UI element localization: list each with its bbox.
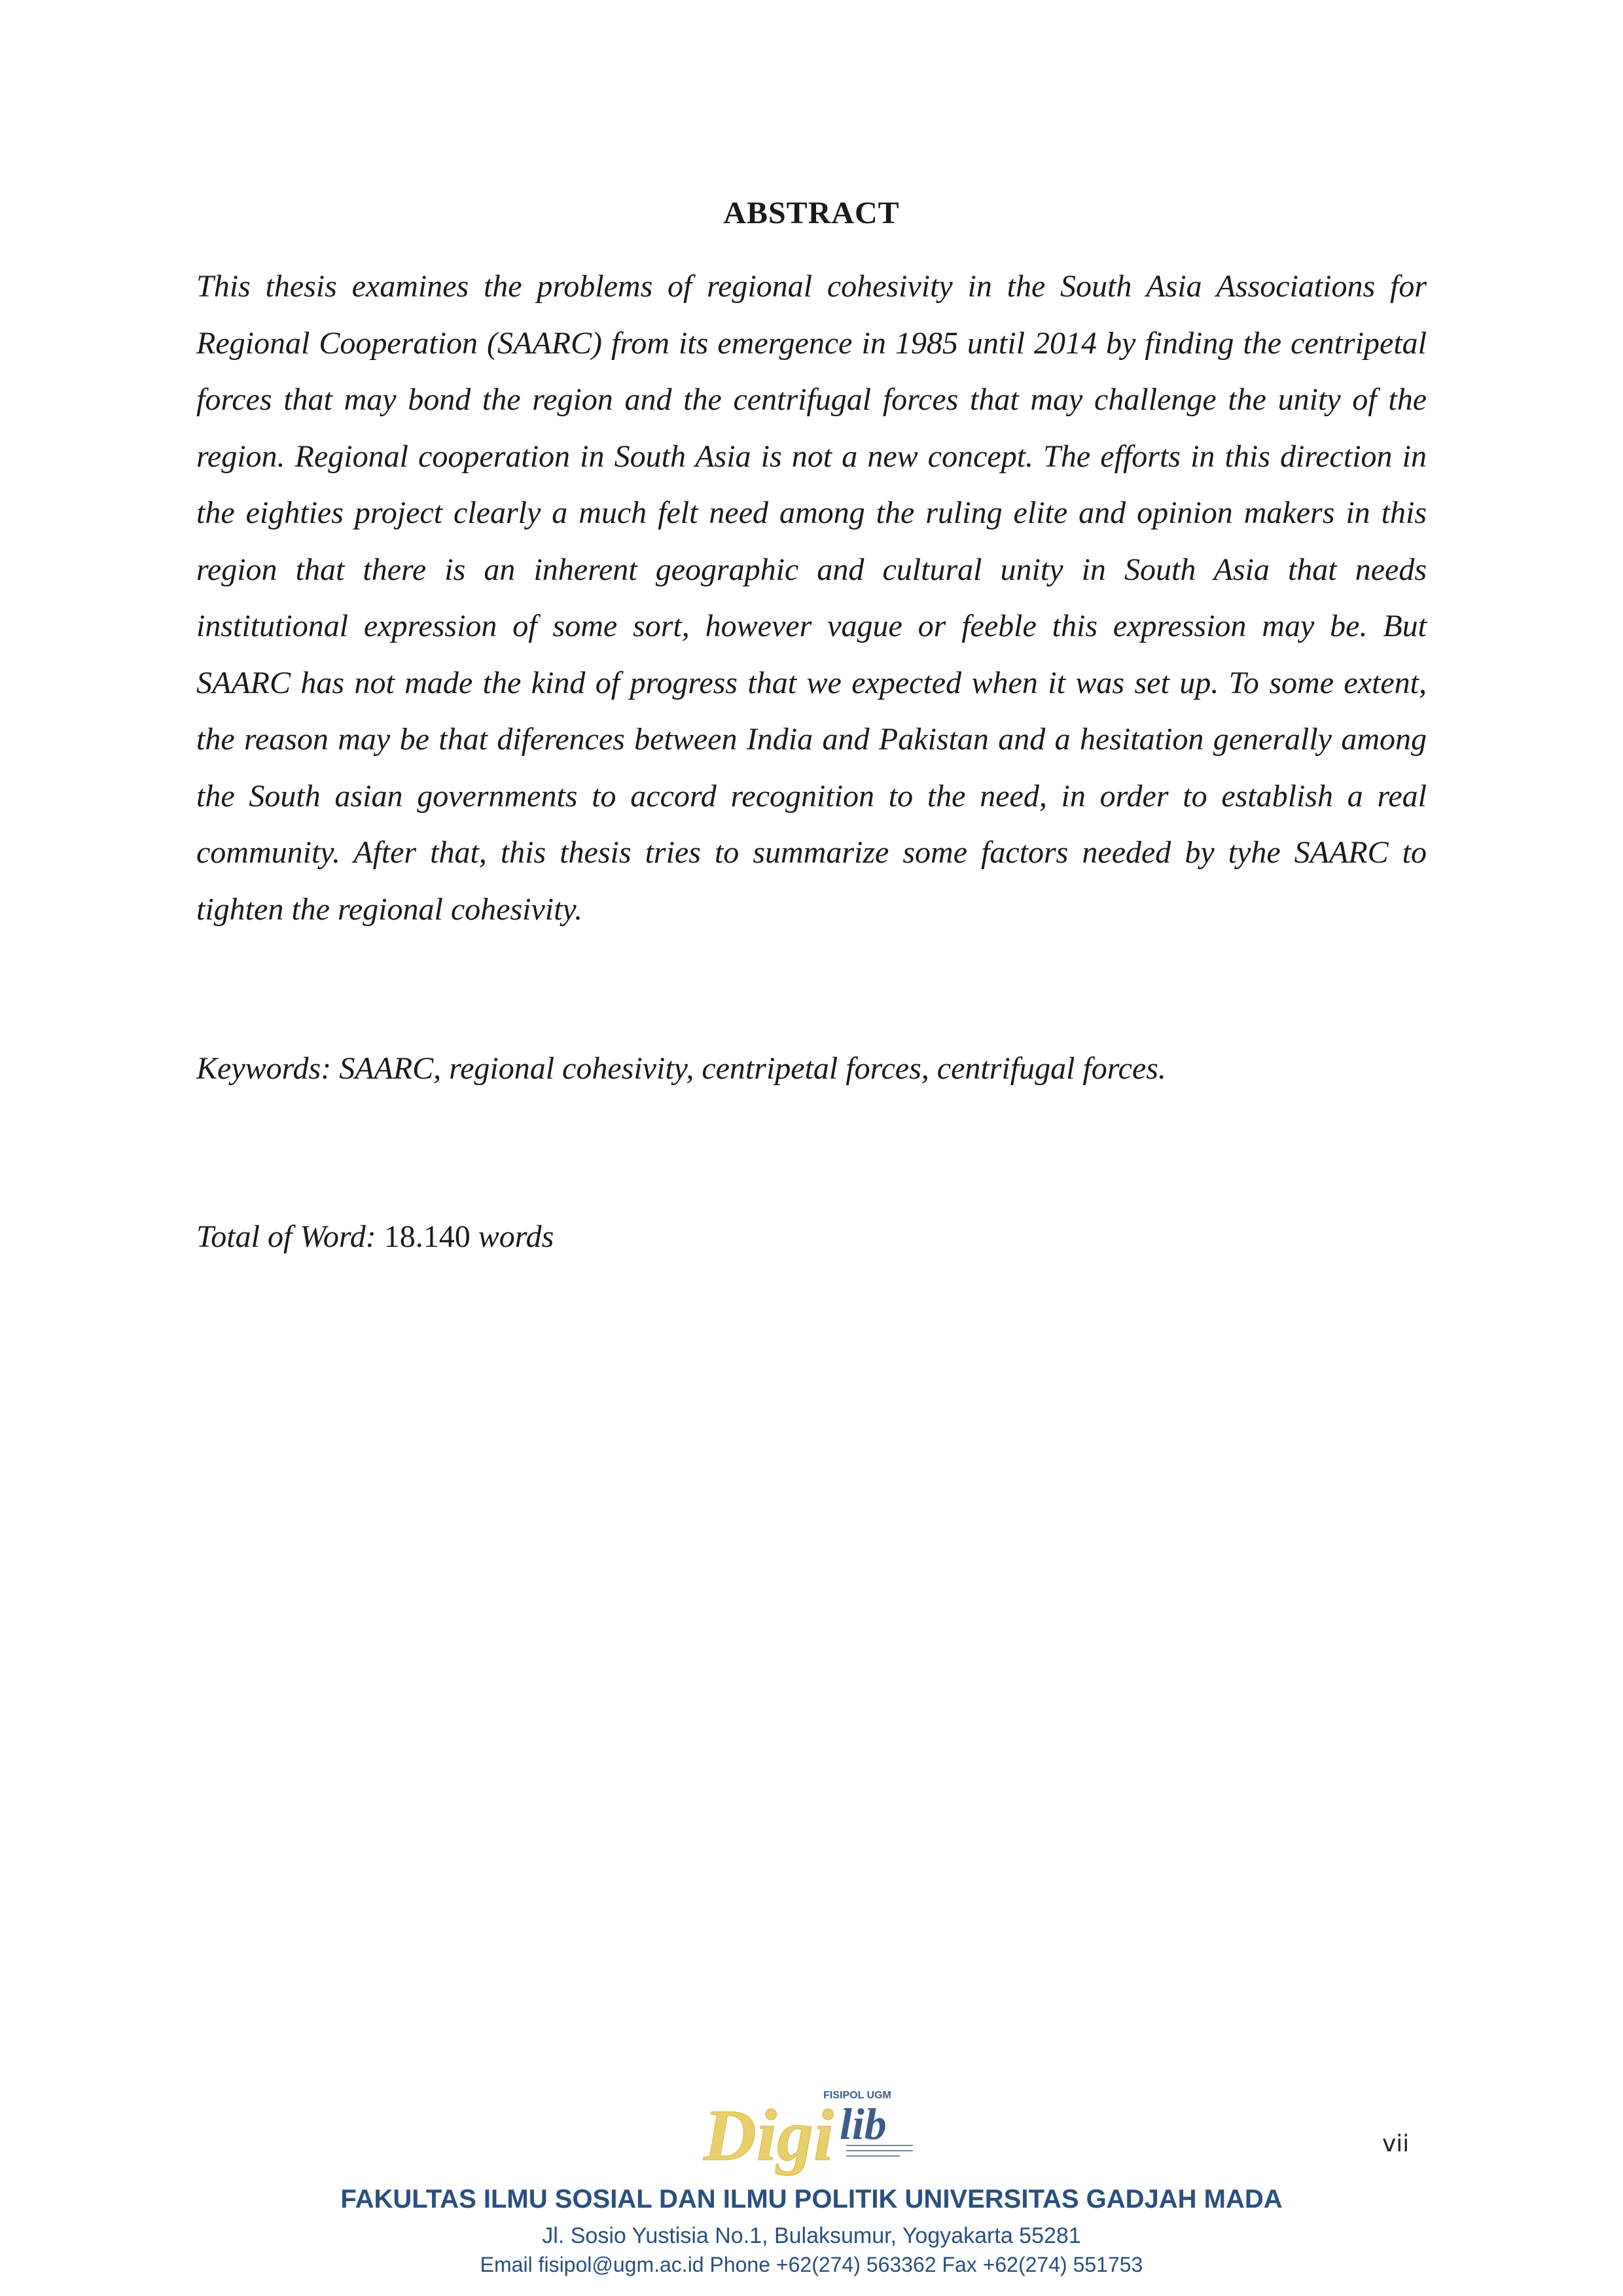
footer-address: Jl. Sosio Yustisia No.1, Bulaksumur, Yogyakarta 55281	[542, 2223, 1081, 2248]
digilib-logo	[697, 2080, 939, 2178]
logo-top-text: FISIPOL UGM	[823, 2090, 891, 2101]
page-number: vii	[1382, 2130, 1410, 2157]
logo-word-left: Digi	[704, 2095, 834, 2176]
word-count-label: Total of Word:	[196, 1219, 376, 1254]
footer-contact: Email fisipol@ugm.ac.id Phone +62(274) 563362 Fax +62(274) 551753	[480, 2253, 1143, 2276]
logo-word-right: lib	[840, 2099, 887, 2149]
footer-institution: FAKULTAS ILMU SOSIAL DAN ILMU POLITIK UNIVERSITAS GADJAH MADA	[340, 2185, 1283, 2214]
abstract-body: This thesis examines the problems of regional cohesivity in the South Asia Associations for Regional Cooperation (SAARC) from its emergence in 1985 until 2014 by finding the centripetal forces that may bond the region and the centrifugal forces that may challenge the unity of the region. Regional cooperation in South Asia is not a new concept. The efforts in this direction in the eighties project clearly a much felt need among the ruling elite and opinion makers in this region that there is an inherent geographic and cultural unity in South Asia that needs institutional expression of some sort, however vague or feeble this expression may be. But SAARC has not made the kind of progress that we expected when it was set up. To some extent, the reason may be that diferences between India and Pakistan and a hesitation generally among the South asian governments to accord recognition to the need, in order to establish a real community. After that, this thesis tries to summarize some factors needed by tyhe SAARC to tighten the regional cohesivity.	[196, 269, 1427, 927]
word-count	[196, 1219, 554, 1255]
keywords: Keywords: SAARC, regional cohesivity, centripetal forces, centrifugal forces.	[196, 1051, 1166, 1086]
word-count-value: 18.140	[383, 1219, 471, 1254]
word-count-unit: words	[478, 1219, 554, 1254]
page-title: ABSTRACT	[723, 196, 900, 230]
